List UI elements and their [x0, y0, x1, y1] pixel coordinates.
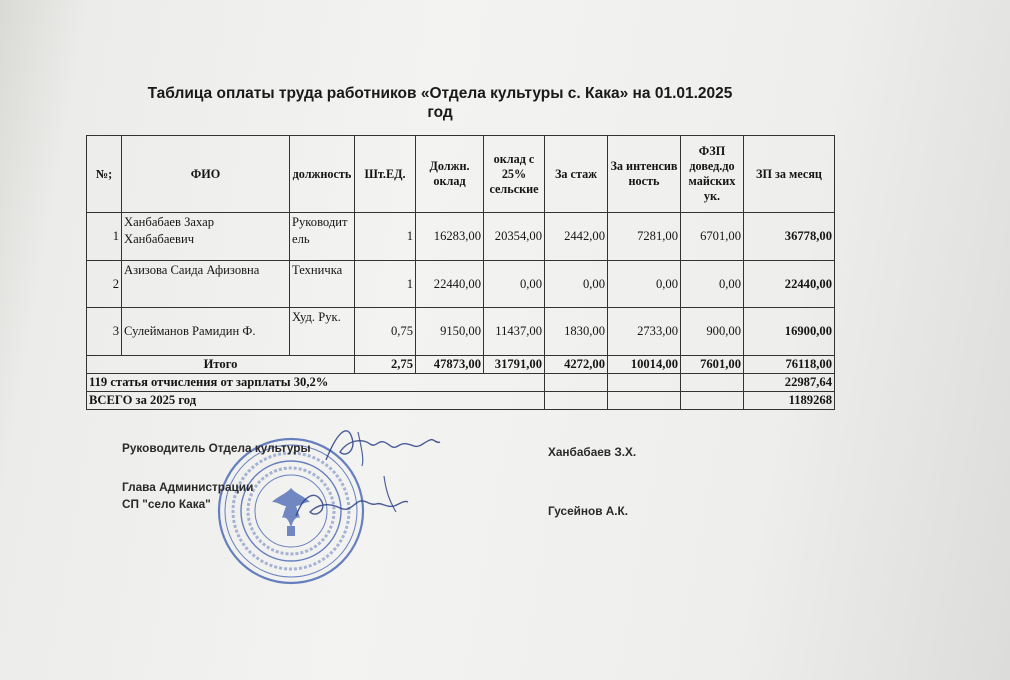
row-position: Техничка: [290, 261, 355, 308]
header-fio: ФИО: [122, 136, 290, 213]
year-total-value: 1189268: [744, 392, 835, 410]
header-salary: Должн. оклад: [416, 136, 484, 213]
head-position-label: Руководитель Отдела культуры: [122, 441, 311, 455]
row-fzp: 6701,00: [681, 213, 744, 261]
total-monthly: 76118,00: [744, 356, 835, 374]
total-units: 2,75: [355, 356, 416, 374]
row-rural: 0,00: [484, 261, 545, 308]
header-tenure: За стаж: [545, 136, 608, 213]
row-tenure: 1830,00: [545, 308, 608, 356]
row-tenure: 0,00: [545, 261, 608, 308]
row-fzp: 0,00: [681, 261, 744, 308]
table-header-row: [87, 136, 835, 213]
empty-cell: [545, 374, 608, 392]
row-intensity: 0,00: [608, 261, 681, 308]
deductions-value: 22987,64: [744, 374, 835, 392]
row-position: Худ. Рук.: [290, 308, 355, 356]
payroll-table: [86, 135, 835, 410]
row-fzp: 900,00: [681, 308, 744, 356]
row-monthly: 16900,00: [744, 308, 835, 356]
empty-cell: [608, 392, 681, 410]
row-units: 1: [355, 213, 416, 261]
row-intensity: 2733,00: [608, 308, 681, 356]
empty-cell: [608, 374, 681, 392]
row-salary: 16283,00: [416, 213, 484, 261]
row-intensity: 7281,00: [608, 213, 681, 261]
row-units: 0,75: [355, 308, 416, 356]
header-units: Шт.ЕД.: [355, 136, 416, 213]
header-num: №;: [87, 136, 122, 213]
document-title: [120, 84, 760, 122]
row-salary: 9150,00: [416, 308, 484, 356]
row-fio: Азизова Саида Афизовна: [122, 261, 290, 308]
empty-cell: [545, 392, 608, 410]
header-intensity: За интенсивность: [608, 136, 681, 213]
year-total-row: [87, 392, 835, 410]
admin-position-label-2: СП "село Кака": [122, 497, 211, 511]
total-tenure: 4272,00: [545, 356, 608, 374]
row-monthly: 22440,00: [744, 261, 835, 308]
header-monthly: ЗП за месяц: [744, 136, 835, 213]
header-position: должность: [290, 136, 355, 213]
admin-position-label-1: Глава Администрации: [122, 480, 254, 494]
deductions-label: 119 статья отчисления от зарплаты 30,2%: [87, 374, 545, 392]
table-row: [87, 261, 835, 308]
year-total-label: ВСЕГО за 2025 год: [87, 392, 545, 410]
total-row: [87, 356, 835, 374]
row-num: 2: [87, 261, 122, 308]
title-line-1: Таблица оплаты труда работников «Отдела культуры с. Кака» на 01.01.2025: [147, 85, 733, 102]
row-rural: 20354,00: [484, 213, 545, 261]
head-signature-icon: [318, 420, 448, 470]
row-units: 1: [355, 261, 416, 308]
row-tenure: 2442,00: [545, 213, 608, 261]
row-monthly: 36778,00: [744, 213, 835, 261]
header-rural: оклад с 25% сельские: [484, 136, 545, 213]
total-salary: 47873,00: [416, 356, 484, 374]
title-line-2: год: [427, 104, 453, 121]
table-row: [87, 213, 835, 261]
deductions-row: [87, 374, 835, 392]
row-salary: 22440,00: [416, 261, 484, 308]
total-rural: 31791,00: [484, 356, 545, 374]
row-num: 1: [87, 213, 122, 261]
total-label: Итого: [87, 356, 355, 374]
admin-name: Гусейнов А.К.: [548, 504, 629, 518]
table-row: [87, 308, 835, 356]
empty-cell: [681, 392, 744, 410]
total-intensity: 10014,00: [608, 356, 681, 374]
empty-cell: [681, 374, 744, 392]
total-fzp: 7601,00: [681, 356, 744, 374]
head-name: Ханбабаев З.Х.: [548, 445, 637, 459]
row-position: Руководитель: [290, 213, 355, 261]
row-num: 3: [87, 308, 122, 356]
row-fio: Ханбабаев Захар Ханбабаевич: [122, 213, 290, 261]
row-rural: 11437,00: [484, 308, 545, 356]
row-fio: Сулейманов Рамидин Ф.: [122, 308, 290, 356]
header-fzp: ФЗП довед.до майских ук.: [681, 136, 744, 213]
admin-signature-icon: [286, 472, 416, 532]
